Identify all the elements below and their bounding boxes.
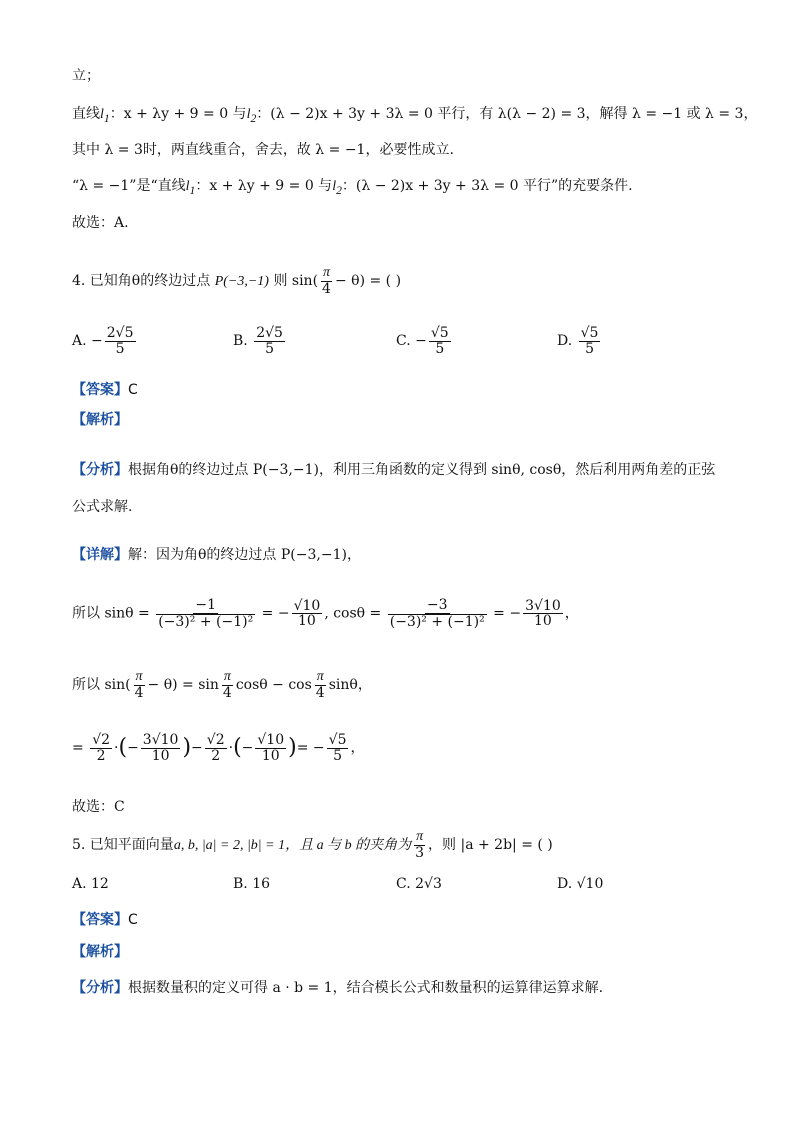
q5-stem: 5. 已知平面向量a, b, |a| = 2, |b| = 1，且 a 与 b 的夹角为 $\frac{\pi}{3}$ ，则 |a + 2b| = ( )	[72, 829, 553, 861]
q4-answer: 【答案】C	[72, 382, 138, 398]
necessity-line: 其中 λ = 3时，两直线重合，舍去，故 λ = −1，必要性成立.	[72, 142, 454, 158]
q5-option-c: C. 2√3	[396, 876, 442, 892]
l2-symbol: $l_2$	[246, 107, 257, 125]
q4-step3: = $\frac{√2}{2}$ ·(− $\frac{3√10}{10}$ )− $\frac{√2}{2}$ ·(− $\frac{√10}{10}$ )= − $\frac{√5}{5}$ ，	[72, 732, 365, 764]
choose-a-line: 故选：A.	[72, 215, 129, 231]
continuation-fragment: 立；	[72, 68, 100, 84]
q5-answer: 【答案】C	[72, 912, 138, 928]
q4-stem: 4. 已知角θ的终边过点 P(−3,−1) 则 sin( $\frac{\pi}{4}$ − θ) = ( )	[72, 265, 402, 297]
q4-choose: 故选：C	[72, 799, 125, 815]
parallel-condition-line: 直线$l_1$：x + λy + 9 = 0 与$l_2$：(λ − 2)x + 3y + 3λ = 0 平行，有 λ(λ − 2) = 3，解得 λ = −1 或 λ = 3，	[72, 106, 758, 125]
q4-xiangjie: 【详解】解：因为角θ的终边过点 P(−3,−1)，	[72, 547, 361, 563]
q4-option-c: C. − $\frac{√5}{5}$	[396, 325, 449, 357]
q4-fenxi-cont: 公式求解.	[72, 499, 133, 515]
q5-option-d: D. √10	[557, 876, 604, 892]
q5-fenxi: 【分析】根据数量积的定义可得 a · b = 1，结合模长公式和数量积的运算律运算求解.	[72, 980, 604, 996]
l1-symbol: $l_1$	[100, 107, 110, 125]
q4-fenxi: 【分析】根据角θ的终边过点 P(−3,−1)，利用三角函数的定义得到 sinθ, cosθ，然后利用两角差的正弦	[72, 462, 716, 478]
pi-over-4: $\frac{\pi}{4}$	[322, 265, 331, 297]
q4-option-d: D. $\frac{√5}{5}$	[557, 325, 599, 357]
q4-option-b: B. $\frac{2√5}{5}$	[233, 325, 283, 357]
conclusion-line: “λ = −1”是“直线$l_1$：x + λy + 9 = 0 与$l_2$：(λ − 2)x + 3y + 3λ = 0 平行”的充要条件.	[72, 178, 633, 197]
q4-step2: 所以 sin( $\frac{\pi}{4}$ − θ) = sin $\frac{\pi}{4}$ cosθ − cos $\frac{\pi}{4}$ sinθ，	[72, 669, 372, 701]
q5-option-b: B. 16	[233, 876, 271, 892]
q5-option-a: A. 12	[72, 876, 109, 892]
q5-analysis-tag: 【解析】	[72, 944, 128, 960]
q4-analysis-tag: 【解析】	[72, 412, 128, 428]
q4-step1: 所以 sinθ = $\frac{-1}{\text{(−3)² + (−1)²}}$ = − $\frac{√10}{10}$ , cosθ = $\frac{-3}{\text{(−3)² + (−1)²}}$ = − $\frac{3√10}{10}$ ，	[72, 597, 579, 630]
q4-option-a: A. − $\frac{2√5}{5}$	[72, 325, 134, 357]
